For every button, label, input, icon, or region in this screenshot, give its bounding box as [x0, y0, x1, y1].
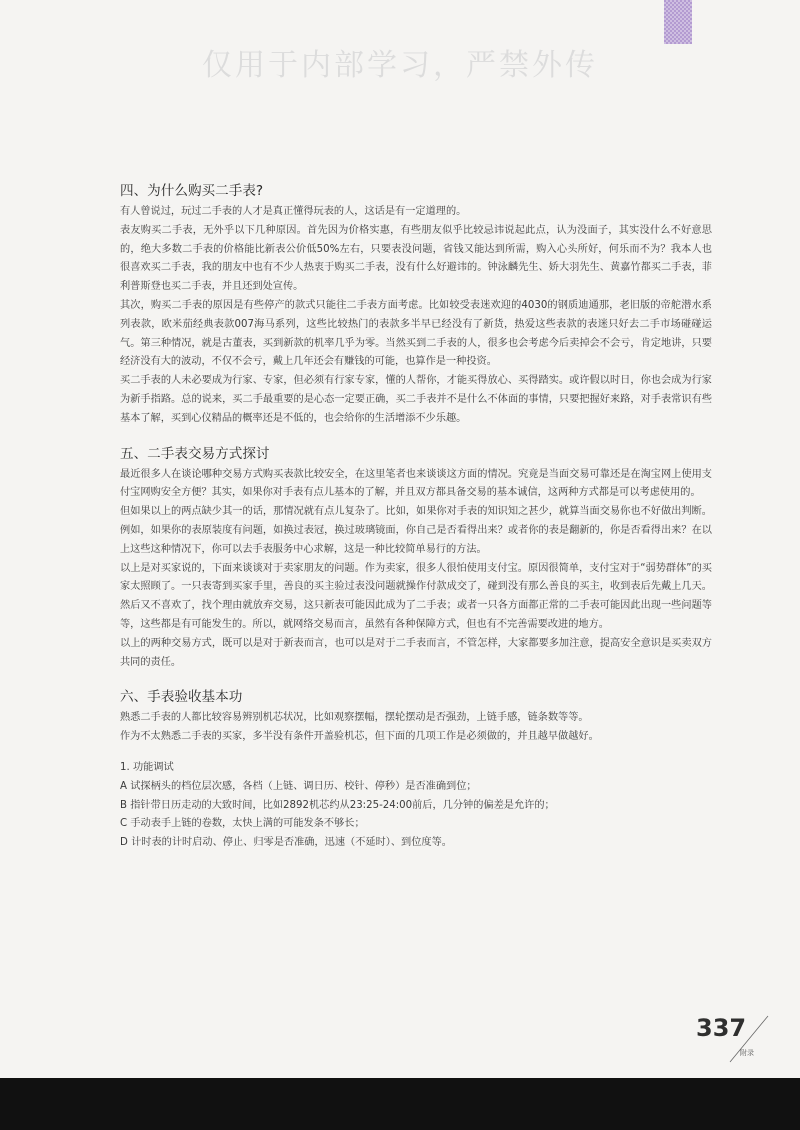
page-number: 337 — [696, 1014, 747, 1042]
list-item: A 试探柄头的档位层次感，各档（上链、调日历、校针、停秒）是否准确到位； — [120, 780, 477, 792]
list-item: C 手动表手上链的卷数，太快上满的可能发条不够长； — [120, 818, 365, 830]
section-heading: 五、二手表交易方式探讨 — [120, 445, 270, 462]
paragraph: 表友购买二手表，无外乎以下几种原因。首先因为价格实惠，有些朋友似乎比较忌讳说起此点，认为没面子，其实没什么不好意思的，绝大多数二手表的价格能比新表公价低50%左右，只要表没问题，省钱又能达到所需，购入心头所好，何乐而不为？我本人也很喜欢买二手表，我的朋友中也有不少人热衷于购买二手表，没有什么好避讳的。钟泳麟先生、娇大羽先生、黄嘉竹都买二手表，菲利普斯登也买二手表，并且还到处宣传。 — [120, 224, 712, 293]
paragraph: 其次，购买二手表的原因是有些停产的款式只能往二手表方面考虑。比如较受表迷欢迎的4030的钢质迪通那，老旧版的帝舵潜水系列表款，欧米茄经典表款007海马系列，这些比较热门的表款多半早已经没有了新货，热爱这些表款的表迷只好去二手市场碰碰运气。第三种情况，就是古董表，买到新款的机率几乎为零。当然买到二手表的人，很多也会考虑今后卖掉会不会亏，肯定地讲，只要经济没有大的波动，不仅不会亏，戴上几年还会有赚钱的可能，也算作是一种投资。 — [120, 299, 712, 368]
folio-label: 附录 — [740, 1049, 754, 1057]
scan-bottom-border — [0, 1078, 800, 1130]
paragraph: 熟悉二手表的人都比较容易辨别机芯状况，比如观察摆幅，摆轮摆动是否强劲，上链手感，链条数等等。 — [120, 712, 589, 724]
list-item: D 计时表的计时启动、停止、归零是否准确，迅速（不延时）、到位度等。 — [120, 837, 452, 849]
corner-tab-pattern — [664, 0, 692, 44]
paragraph: 作为不太熟悉二手表的买家，多半没有条件开盖验机芯，但下面的几项工作是必须做的，并且越早做越好。 — [120, 731, 599, 743]
paragraph: 以上是对买家说的，下面来谈谈对于卖家朋友的问题。作为卖家，很多人很怕使用支付宝。原因很简单，支付宝对于“弱势群体”的买家太照顾了。一只表寄到买家手里，善良的买主验过表没问题就操作付款成交了，碰到没有那么善良的买主，收到表后先戴上几天。然后又不喜欢了，找个理由就放弃交易，这只新表可能因此成为了二手表；或者一只各方面都正常的二手表可能因此出现一些问题等等，这些都是有可能发生的。所以，就网络交易而言，虽然有各种保障方式，但也有不完善需要改进的地方。 — [120, 562, 712, 630]
section-heading: 四、为什么购买二手表? — [120, 183, 264, 199]
paragraph: 但如果以上的两点缺少其一的话，那情况就有点儿复杂了。比如，如果你对手表的知识知之甚少，就算当面交易你也不好做出判断。例如，如果你的表原装度有问题，如换过表冠，换过玻璃镜面，你自己是否看得出来？或者你的表是翻新的，你是否看得出来？在以上这些这种情况下，你可以去手表服务中心求解，这是一种比较简单易行的方法。 — [120, 506, 712, 555]
watermark-text: 仅用于内部学习，严禁外传 — [202, 48, 598, 83]
subsection-heading: 1. 功能调试 — [120, 761, 174, 773]
section-heading: 六、手表验收基本功 — [120, 689, 243, 706]
paragraph: 以上的两种交易方式，既可以是对于新表而言，也可以是对于二手表而言，不管怎样，大家都要多加注意，提高安全意识是买卖双方共同的责任。 — [120, 637, 712, 668]
page-content — [120, 181, 712, 853]
paragraph: 买二手表的人未必要成为行家、专家，但必须有行家专家，懂的人帮你，才能买得放心、买得踏实。或许假以时日，你也会成为行家为新手指路。总的说来，买二手最重要的是心态一定要正确，买二手表并不是什么不体面的事情，只要把握好来路，对手表常识有些基本了解，买到心仪精品的概率还是不低的，也会给你的生活增添不少乐趣。 — [120, 375, 712, 424]
paragraph: 有人曾说过，玩过二手表的人才是真正懂得玩表的人，这话是有一定道理的。 — [120, 206, 467, 217]
list-item: B 指针带日历走动的大致时间，比如2892机芯约从23:25-24:00前后，几分钟的偏差是允许的； — [120, 799, 555, 811]
page-folio — [668, 1010, 778, 1070]
paragraph: 最近很多人在谈论哪种交易方式购买表款比较安全，在这里笔者也来谈谈这方面的情况。究竟是当面交易可靠还是在淘宝网上使用支付宝网购安全方便？其实，如果你对手表有点儿基本的了解，并且双方都具备交易的基本诚信，这两种方式都是可以考虑使用的。 — [120, 468, 712, 499]
